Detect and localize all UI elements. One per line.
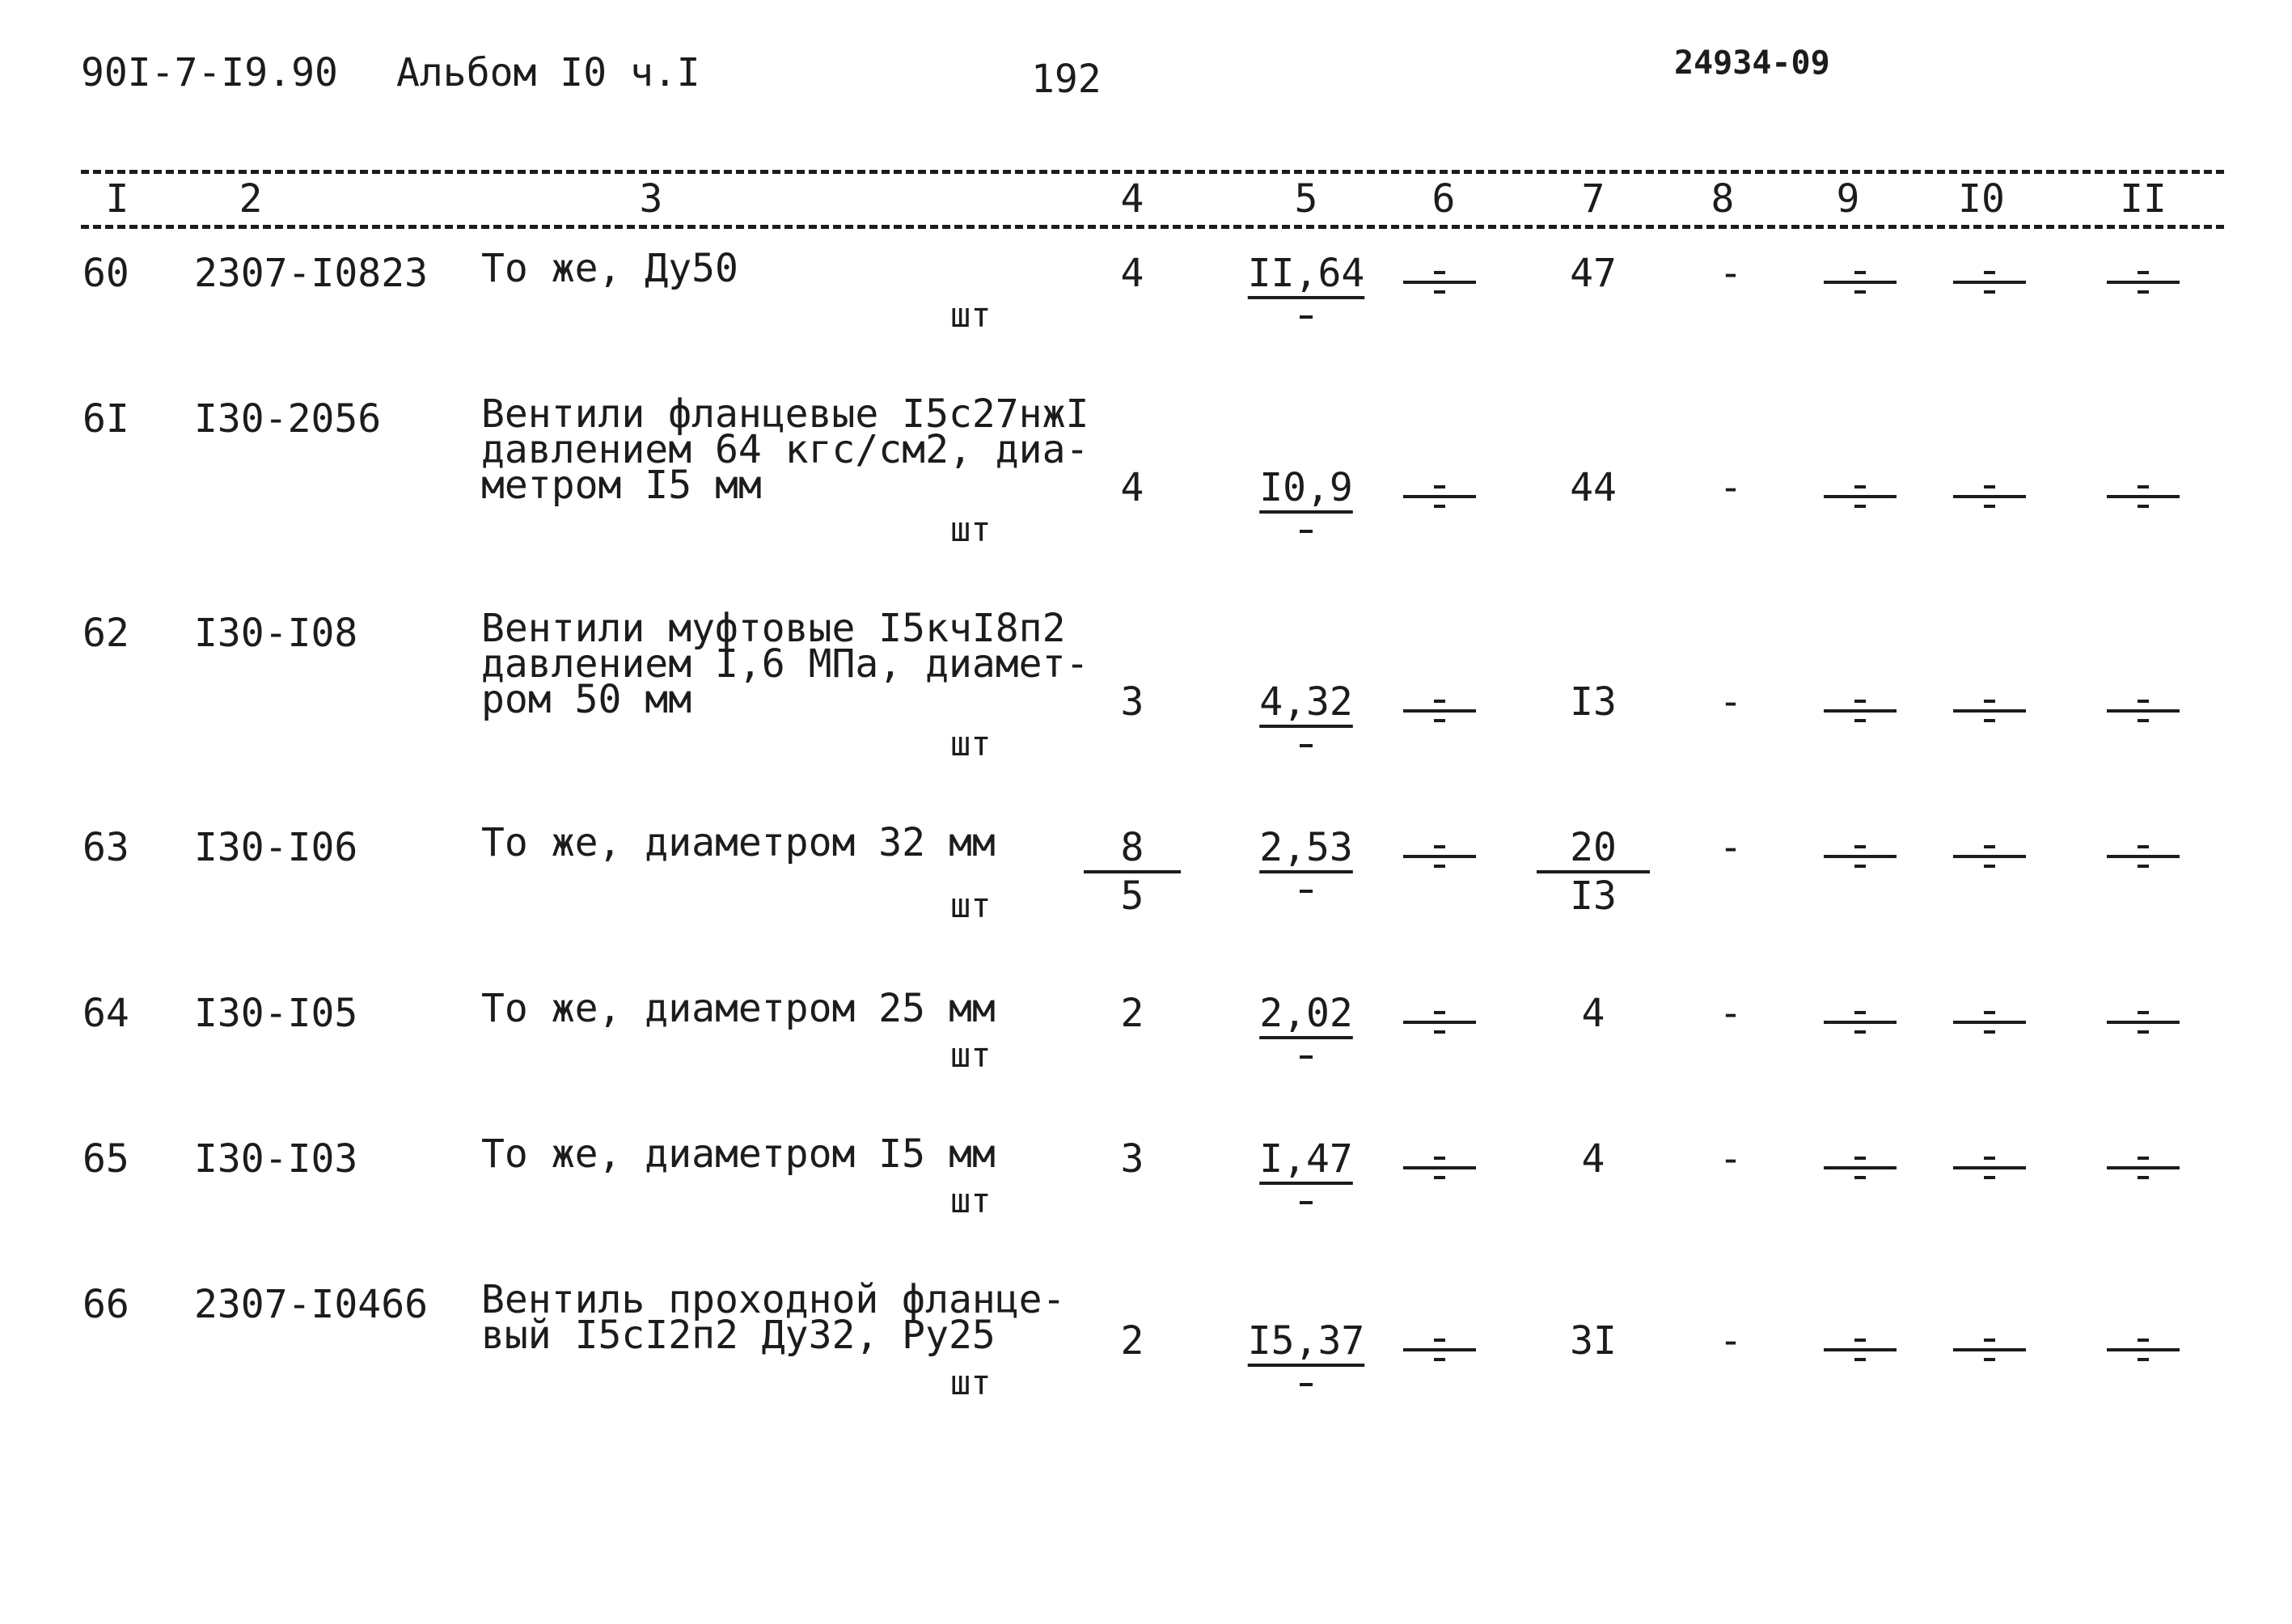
- empty-fraction-mark: [1953, 1148, 2026, 1184]
- column-number: I: [105, 176, 129, 222]
- total-cell: [1537, 825, 1650, 919]
- quantity-value: 2: [1120, 1318, 1144, 1364]
- unit-cost-value: 2,02: [1259, 991, 1353, 1036]
- empty-mark: -: [1719, 991, 1743, 1036]
- item-code: I30-I06: [194, 825, 358, 870]
- empty-fraction-mark: [1953, 1003, 2026, 1038]
- quantity-cell: [1084, 991, 1181, 1036]
- item-description: Вентили фланцевые I5с27нжI давлением 64 кгс/см2, диа- метром I5 мм: [481, 391, 1089, 508]
- total-value: I3: [1570, 679, 1617, 725]
- quantity-cell: [1084, 1318, 1181, 1364]
- empty-fraction-mark: [1953, 691, 2026, 727]
- empty-fraction-mark: [1403, 691, 1476, 727]
- unit-cost-cell: [1245, 1318, 1367, 1364]
- item-description: То же, Ду50: [481, 246, 738, 291]
- item-description: Вентиль проходной фланце- вый I5сI2п2 Ду32, Ру25: [481, 1277, 1066, 1358]
- unit-label: шт: [950, 1363, 992, 1402]
- total-value: 20: [1537, 825, 1650, 873]
- empty-fraction-mark: [2107, 263, 2180, 298]
- unit-cost-lower-mark: [1300, 1055, 1313, 1059]
- empty-fraction-mark: [1953, 263, 2026, 298]
- empty-fraction-mark: [1953, 837, 2026, 873]
- quantity-value: 4: [1120, 465, 1144, 510]
- empty-fraction-mark: [1824, 691, 1897, 727]
- header-rule-bottom: [81, 225, 2224, 229]
- quantity-cell: [1084, 679, 1181, 725]
- unit-cost-cell: [1245, 679, 1367, 725]
- unit-cost-cell: [1245, 251, 1367, 296]
- quantity-value: 3: [1120, 679, 1144, 725]
- empty-fraction-mark: [1824, 1330, 1897, 1366]
- unit-cost-value: 4,32: [1259, 679, 1353, 725]
- empty-fraction-mark: [1403, 1003, 1476, 1038]
- item-code: I30-I03: [194, 1136, 358, 1182]
- item-description: То же, диаметром I5 мм: [481, 1131, 996, 1177]
- empty-fraction-mark: [1824, 477, 1897, 513]
- empty-fraction-mark: [1403, 477, 1476, 513]
- total-cell: [1537, 251, 1650, 296]
- quantity-value: 4: [1120, 251, 1144, 296]
- empty-mark: -: [1719, 1136, 1743, 1182]
- column-number: 7: [1581, 176, 1605, 222]
- total-value: 3I: [1570, 1318, 1617, 1364]
- album-label: Альбом I0 ч.I: [396, 50, 700, 95]
- column-number: 8: [1711, 176, 1735, 222]
- column-number: 3: [639, 176, 663, 222]
- empty-mark: -: [1719, 465, 1743, 510]
- item-code: I30-I08: [194, 611, 358, 656]
- total-cell: [1537, 1318, 1650, 1364]
- total-value: 44: [1570, 465, 1617, 510]
- row-number: 62: [82, 611, 129, 656]
- quantity-value-lower: 5: [1120, 873, 1144, 919]
- empty-fraction-mark: [2107, 837, 2180, 873]
- total-cell: [1537, 679, 1650, 725]
- unit-cost-lower-mark: [1300, 530, 1313, 533]
- total-value: 4: [1581, 991, 1605, 1036]
- item-code: I30-2056: [194, 396, 382, 442]
- unit-label: шт: [950, 886, 992, 925]
- unit-cost-value: I,47: [1259, 1136, 1353, 1182]
- quantity-cell: [1084, 1136, 1181, 1182]
- item-code: I30-I05: [194, 991, 358, 1036]
- item-description: То же, диаметром 32 мм: [481, 820, 996, 865]
- empty-fraction-mark: [2107, 691, 2180, 727]
- empty-fraction-mark: [1403, 837, 1476, 873]
- unit-cost-value: I5,37: [1247, 1318, 1365, 1364]
- item-description: То же, диаметром 25 мм: [481, 986, 996, 1031]
- row-number: 63: [82, 825, 129, 870]
- quantity-cell: [1084, 251, 1181, 296]
- column-number: 9: [1836, 176, 1860, 222]
- total-value: 4: [1581, 1136, 1605, 1182]
- total-cell: [1537, 1136, 1650, 1182]
- unit-cost-cell: [1245, 825, 1367, 870]
- unit-cost-cell: [1245, 1136, 1367, 1182]
- header-rule-top: [81, 170, 2224, 174]
- unit-label: шт: [950, 1181, 992, 1220]
- unit-label: шт: [950, 724, 992, 763]
- total-cell: [1537, 465, 1650, 510]
- unit-cost-value: I0,9: [1259, 465, 1353, 510]
- empty-mark: -: [1719, 825, 1743, 870]
- empty-fraction-mark: [1824, 263, 1897, 298]
- column-number: I0: [1958, 176, 2005, 222]
- unit-cost-lower-mark: [1300, 744, 1313, 747]
- item-code: 2307-I0466: [194, 1282, 428, 1327]
- item-code: 2307-I0823: [194, 251, 428, 296]
- unit-cost-lower-mark: [1300, 1201, 1313, 1204]
- empty-fraction-mark: [1403, 1330, 1476, 1366]
- empty-fraction-mark: [1824, 837, 1897, 873]
- row-number: 66: [82, 1282, 129, 1327]
- page-number: 192: [1031, 57, 1102, 102]
- row-number: 6I: [82, 396, 129, 442]
- unit-cost-cell: [1245, 991, 1367, 1036]
- column-number: 2: [239, 176, 263, 222]
- unit-cost-lower-mark: [1300, 1383, 1313, 1386]
- quantity-cell: [1084, 825, 1181, 919]
- unit-label: шт: [950, 510, 992, 549]
- row-number: 64: [82, 991, 129, 1036]
- archive-number: 24934-09: [1674, 44, 1830, 82]
- empty-mark: -: [1719, 251, 1743, 296]
- quantity-value: 3: [1120, 1136, 1144, 1182]
- row-number: 60: [82, 251, 129, 296]
- item-description: Вентили муфтовые I5кчI8п2 давлением I,6 МПа, диамет- ром 50 мм: [481, 606, 1089, 722]
- unit-label: шт: [950, 295, 992, 335]
- quantity-value: 8: [1084, 825, 1181, 873]
- empty-fraction-mark: [1953, 1330, 2026, 1366]
- unit-cost-lower-mark: [1300, 315, 1313, 319]
- unit-cost-lower-mark: [1300, 890, 1313, 893]
- column-number: 4: [1120, 176, 1144, 222]
- column-number: II: [2120, 176, 2167, 222]
- unit-cost-cell: [1245, 465, 1367, 510]
- empty-fraction-mark: [1824, 1003, 1897, 1038]
- column-number: 5: [1294, 176, 1318, 222]
- empty-fraction-mark: [1953, 477, 2026, 513]
- row-number: 65: [82, 1136, 129, 1182]
- quantity-value: 2: [1120, 991, 1144, 1036]
- empty-fraction-mark: [2107, 1148, 2180, 1184]
- empty-fraction-mark: [1824, 1148, 1897, 1184]
- unit-cost-value: 2,53: [1259, 825, 1353, 870]
- quantity-cell: [1084, 465, 1181, 510]
- column-number: 6: [1431, 176, 1456, 222]
- unit-cost-value: II,64: [1247, 251, 1365, 296]
- empty-mark: -: [1719, 1318, 1743, 1364]
- total-value-lower: I3: [1570, 873, 1617, 919]
- total-value: 47: [1570, 251, 1617, 296]
- empty-fraction-mark: [1403, 263, 1476, 298]
- empty-mark: -: [1719, 679, 1743, 725]
- empty-fraction-mark: [2107, 477, 2180, 513]
- unit-label: шт: [950, 1035, 992, 1075]
- empty-fraction-mark: [1403, 1148, 1476, 1184]
- total-cell: [1537, 991, 1650, 1036]
- empty-fraction-mark: [2107, 1330, 2180, 1366]
- document-code: 90I-7-I9.90: [81, 50, 338, 95]
- empty-fraction-mark: [2107, 1003, 2180, 1038]
